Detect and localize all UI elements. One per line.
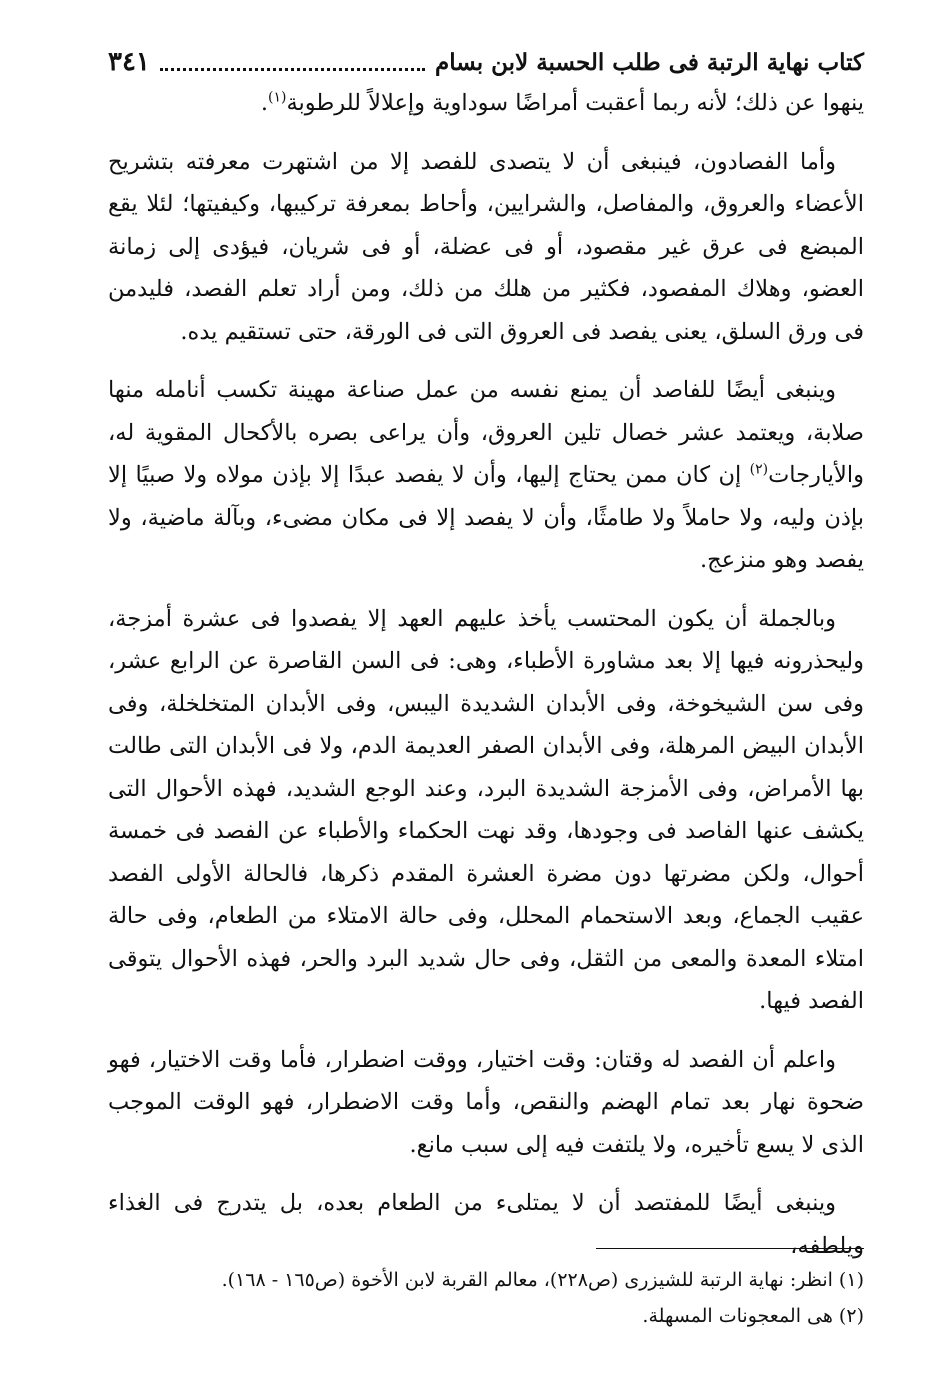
paragraph — [108, 1039, 864, 1167]
footnote-marker: (١) — [267, 89, 287, 106]
footnote: (٢) هى المعجونات المسهلة. — [642, 1305, 864, 1327]
paragraph-text: وأما الفصادون، فينبغى أن لا يتصدى للفصد إلا من اشتهرت معرفته بتشريح الأعضاء والعروق، والمفاصل، والشرايين، وأحاط بمعرفة تركيبها، وكيفيتها؛ لئلا يقع المبضع فى عرق غير مقصود، أو فى عضلة، أو فى شريان، فيؤدى إلى زمانة العضو، وهلاك المفصود، فكثير من هلك من ذلك، ومن أراد تعلم الفصد، فليدمن فى ورق السلق، يعنى يفصد فى العروق التى فى الورقة، حتى تستقيم يده. — [108, 148, 864, 345]
paragraph-text: ينهوا عن ذلك؛ لأنه ربما أعقبت أمراضًا سوداوية وإعلالاً للرطوبة — [286, 90, 864, 116]
footnote: (١) انظر: نهاية الرتبة للشيزرى (ص٢٢٨)، معالم القربة لابن الأخوة (ص١٦٥ - ١٦٨). — [221, 1269, 864, 1291]
paragraph-text: وينبغى أيضًا للفاصد أن يمنع نفسه من عمل صناعة مهينة تكسب أنامله منها صلابة، ويعتمد عشر خصال تلين العروق، وأن يراعى بصره بالأكحال المقوية له، والأيارجات — [108, 377, 864, 488]
paragraph — [108, 369, 864, 582]
header-leader-dots — [160, 54, 425, 71]
paragraph-text: وينبغى أيضًا للمفتصد أن لا يمتلىء من الطعام بعده، بل يتدرج فى الغذاء ويلطفه، — [108, 1190, 864, 1259]
footnotes — [108, 1262, 864, 1334]
header-title: كتاب نهاية الرتبة فى طلب الحسبة لابن بسام — [434, 48, 864, 76]
paragraph-text-continued: . — [260, 90, 268, 116]
running-header — [108, 42, 864, 82]
footnote-marker: (٢) — [749, 461, 769, 478]
paragraph — [108, 82, 864, 125]
paragraph-text: وبالجملة أن يكون المحتسب يأخذ عليهم العهد إلا يفصدوا فى عشرة أمزجة، وليحذرونه فيها إلا بعد مشاورة الأطباء، وهى: فى السن القاصرة عن الرابع عشر، وفى سن الشيخوخة، وفى الأبدان الشديدة اليبس، وفى الأبدان المتخلخلة، وفى الأبدان البيض المرهلة، وفى الأبدان الصفر العديمة الدم، ولا فى الأبدان التى طالت بها الأمراض، وفى الأمزجة الشديدة البرد، وعند الوجع الشديد، فهذه الأحوال التى يكشف عنها الفاصد فى وجودها، وقد نهت الحكماء والأطباء عن الفصد فى خمسة أحوال، ولكن مضرتها دون مضرة العشرة المقدم ذكرها، فالحالة الأولى الفصد عقيب الجماع، وبعد الاستحمام المحلل، وفى حالة الامتلاء من الطعام، وفى حالة امتلاء المعدة والمعى من الثقل، وفى حال شديد البرد والحر، فهذه الأحوال يتوقى الفصد فيها. — [108, 605, 864, 1014]
paragraph — [108, 598, 864, 1023]
main-text — [108, 82, 864, 1283]
page-number: ٣٤١ — [108, 47, 150, 77]
paragraph — [108, 141, 864, 354]
footnote-divider — [596, 1248, 864, 1249]
paragraph — [108, 1182, 864, 1267]
paragraph-text: واعلم أن الفصد له وقتان: وقت اختيار، ووقت اضطرار، فأما وقت الاختيار، فهو ضحوة نهار بعد تمام الهضم والنقص، وأما وقت الاضطرار، فهو الوقت الموجب الذى لا يسع تأخيره، ولا يلتفت فيه إلى سبب مانع. — [108, 1046, 864, 1158]
paragraph-text-continued: إن كان ممن يحتاج إليها، وأن لا يفصد عبدًا إلا بإذن مولاه ولا صبيًا إلا بإذن وليه، ولا حاملاً ولا طامثًا، وأن لا يفصد إلا فى مكان مضىء، وبآلة ماضية، ولا يفصد وهو منزعج. — [108, 462, 864, 573]
